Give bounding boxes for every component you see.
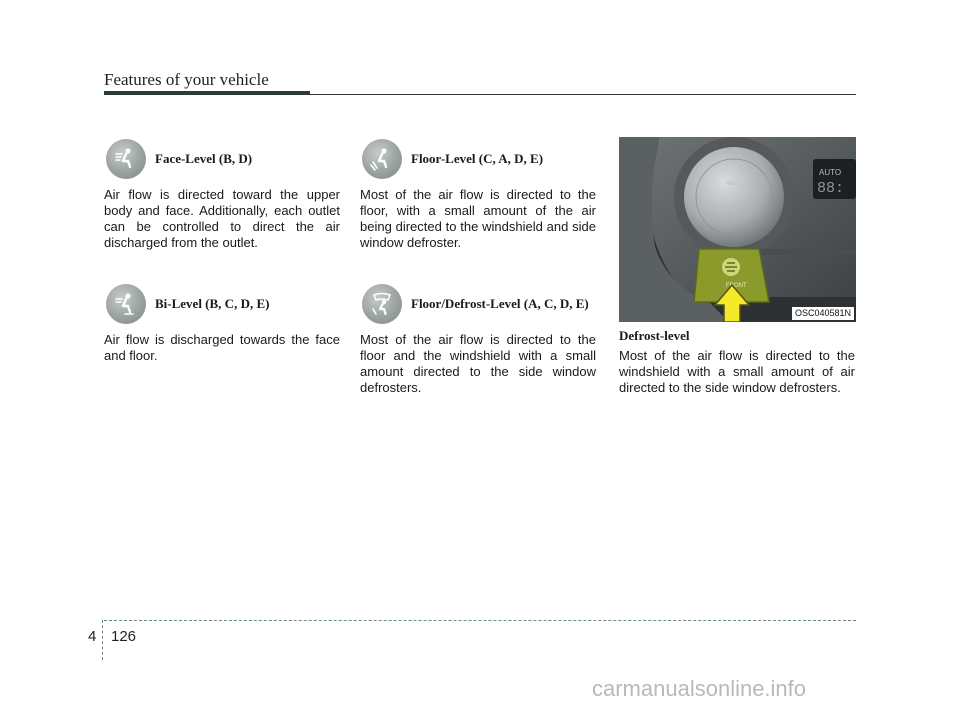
svg-text:88:: 88: (817, 180, 845, 197)
page-header-title: Features of your vehicle (104, 70, 269, 89)
face-level-icon (106, 139, 146, 179)
page-number: 126 (111, 628, 137, 645)
floor-defrost-level-title: Floor/Defrost-Level (A, C, D, E) (411, 296, 589, 311)
face-level-heading (106, 137, 340, 181)
floor-level-description: Most of the air flow is directed to the floor, with a small amount of the air being directed to the windshield and side window defroster. (360, 187, 596, 250)
face-level-description: Air flow is directed toward the upper body and face. Additionally, each outlet can be controlled to direct the air discharged from the outlet. (104, 187, 340, 250)
header-rule-thin (310, 94, 856, 95)
watermark: carmanualsonline.info (592, 676, 807, 701)
bi-level-icon (106, 284, 146, 324)
defrost-level-description: Most of the air flow is directed to the windshield with a small amount of air directed to the side window defrosters. (619, 348, 855, 395)
floor-defrost-level-description: Most of the air flow is directed to the floor and the windshield with a small amount directed to the side window defrosters. (360, 332, 596, 395)
front-button-label: FRONT (726, 283, 747, 289)
display-mode-text: AUTO (819, 168, 842, 177)
column-middle (360, 137, 596, 396)
header-rule-thick (104, 91, 310, 95)
floor-level-title: Floor-Level (C, A, D, E) (411, 151, 544, 166)
column-left (104, 137, 340, 364)
floor-level-icon (362, 139, 402, 179)
face-level-title: Face-Level (B, D) (155, 151, 253, 166)
chapter-number: 4 (88, 628, 97, 645)
bi-level-description: Air flow is discharged towards the face and floor. (104, 332, 340, 363)
bi-level-title: Bi-Level (B, C, D, E) (155, 296, 270, 311)
floor-defrost-level-icon (362, 284, 402, 324)
image-caption: OSC040581N (792, 307, 854, 320)
floor-level-heading (362, 137, 596, 181)
floor-defrost-level-heading (362, 282, 596, 326)
footer-dashed-divider (102, 620, 103, 660)
column-right (619, 137, 855, 396)
footer-dashed-rule (104, 620, 856, 621)
bi-level-heading (106, 282, 340, 326)
defrost-button-photo (619, 137, 856, 322)
defrost-level-title: Defrost-level (619, 328, 690, 343)
